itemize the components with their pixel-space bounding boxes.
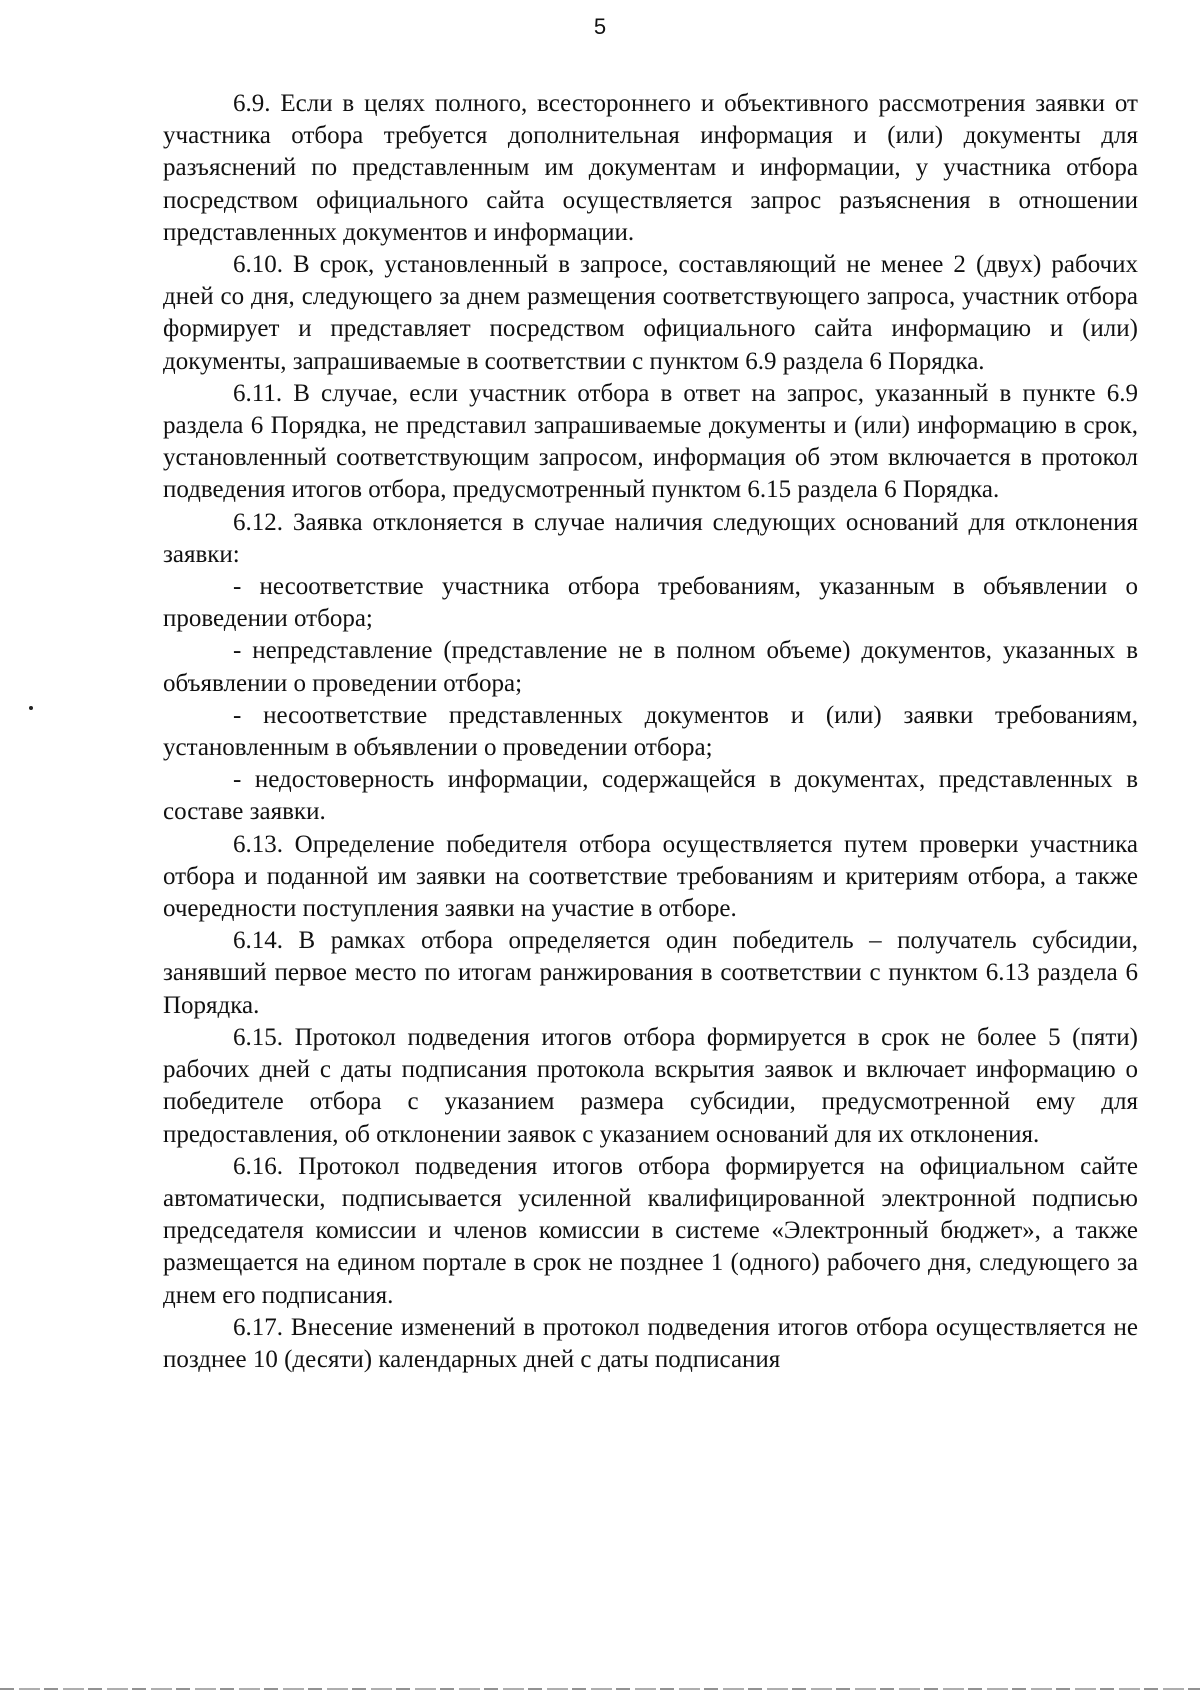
paragraph-6-15: 6.15. Протокол подведения итогов отбора формируется в срок не более 5 (пяти) рабочих дней с даты подписания протокола вскрытия заявок и включает информацию о победителе отбора с указанием размера субсидии, предусмотренной ему для предоставления, об отклонении заявок с указанием оснований для их отклонения. xyxy=(163,1023,1138,1148)
rejection-ground-1: - несоответствие участника отбора требованиям, указанным в объявлении о проведении отбора; xyxy=(163,573,1138,633)
paragraph-6-17: 6.17. Внесение изменений в протокол подведения итогов отбора осуществляется не позднее 10 (десяти) календарных дней с даты подписания xyxy=(163,1313,1138,1373)
paragraph-6-12: 6.12. Заявка отклоняется в случае наличия следующих оснований для отклонения заявки: xyxy=(163,508,1138,568)
rejection-ground-4: - недостоверность информации, содержащейся в документах, представленных в составе заявки. xyxy=(163,766,1138,826)
page-number: 5 xyxy=(593,14,607,39)
document-body xyxy=(163,88,1138,1376)
rejection-ground-3: - несоответствие представленных документов и (или) заявки требованиям, установленным в объявлении о проведении отбора; xyxy=(163,701,1138,762)
paragraph-6-16: 6.16. Протокол подведения итогов отбора формируется на официальном сайте автоматически, подписывается усиленной квалифицированной электронной подписью председателя комиссии и членов комиссии в системе «Электронный бюджет», а также размещается на едином портале в срок не позднее 1 (одного) рабочего дня, следующего за днем его подписания. xyxy=(163,1152,1138,1309)
paragraph-6-14: 6.14. В рамках отбора определяется один победитель – получатель субсидии, занявший первое место по итогам ранжирования в соответствии с пунктом 6.13 раздела 6 Порядка. xyxy=(163,927,1138,1019)
paragraph-6-11: 6.11. В случае, если участник отбора в ответ на запрос, указанный в пункте 6.9 раздела 6 Порядка, не представил запрашиваемые документы и (или) информацию в срок, установленный соответствующим запросом, информация об этом включается в протокол подведения итогов отбора, предусмотренный пунктом 6.15 раздела 6 Порядка. xyxy=(163,379,1138,504)
rejection-ground-2: - непредставление (представление не в полном объеме) документов, указанных в объявлении о проведении отбора; xyxy=(163,637,1138,697)
scan-artifact-dot xyxy=(29,706,33,710)
paragraph-6-9: 6.9. Если в целях полного, всестороннего и объективного рассмотрения заявки от участника отбора требуется дополнительная информация и (или) документы для разъяснений по представленным им документам и информации, у участника отбора посредством официального сайта осуществляется запрос разъяснения в отношении представленных документов и информации. xyxy=(163,90,1138,246)
paragraph-6-13: 6.13. Определение победителя отбора осуществляется путем проверки участника отбора и поданной им заявки на соответствие требованиям и критериям отбора, а также очередности поступления заявки на участие в отборе. xyxy=(163,830,1138,923)
paragraph-6-10: 6.10. В срок, установленный в запросе, составляющий не менее 2 (двух) рабочих дней со дня, следующего за днем размещения соответствующего запроса, участник отбора формирует и представляет посредством официального сайта информацию и (или) документы, запрашиваемые в соответствии с пунктом 6.9 раздела 6 Порядка. xyxy=(163,251,1138,375)
scan-artifact-bottom-line xyxy=(0,1688,1200,1690)
